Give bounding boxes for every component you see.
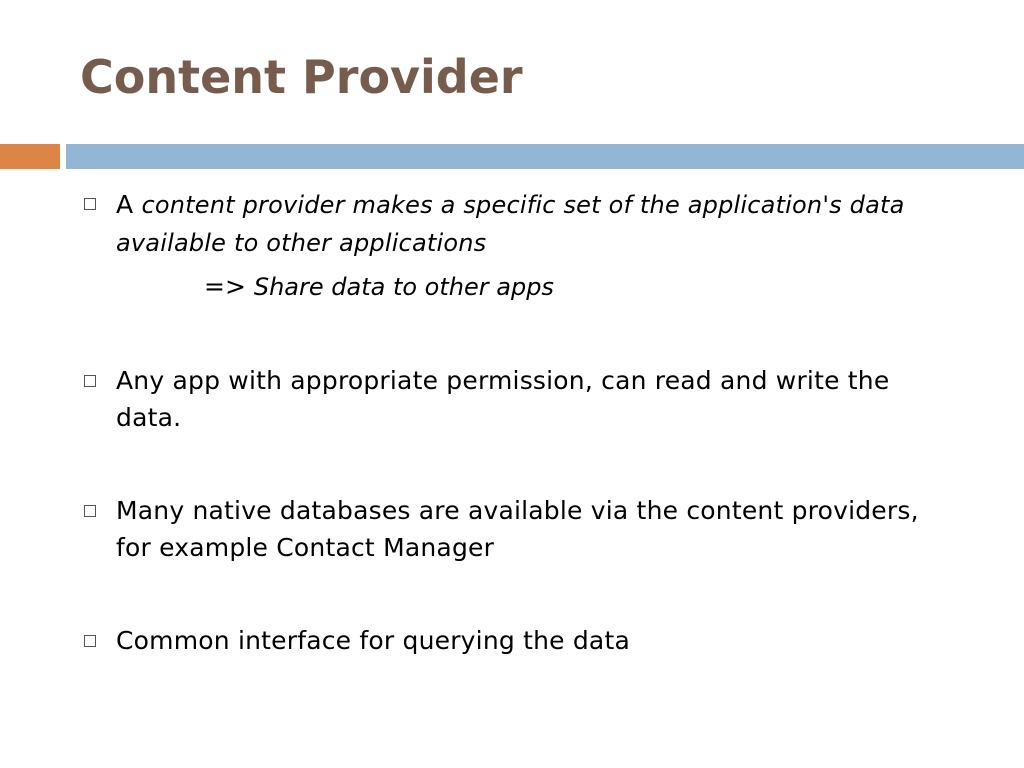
accent-bar-orange xyxy=(0,144,60,169)
hollow-square-icon xyxy=(84,635,96,647)
share-data-subline xyxy=(204,268,554,306)
slide-title: Content Provider xyxy=(80,50,523,104)
bullet-item-common-interface xyxy=(80,622,960,659)
bullet-italic-text: content provider makes a specific set of the application's data available to other applications xyxy=(116,191,905,257)
bullet-text: Any app with appropriate permission, can read and write the data. xyxy=(116,366,890,432)
bullet-text: Many native databases are available via the content providers, for example Contact Manager xyxy=(116,496,919,562)
subline-text: Share data to other apps xyxy=(253,273,554,301)
bullet-text: Common interface for querying the data xyxy=(116,626,630,655)
bullet-text xyxy=(116,186,960,262)
bullet-item-native-databases xyxy=(80,492,960,566)
bullet-lead: A xyxy=(116,190,134,219)
bullet-item-content-provider xyxy=(80,186,960,262)
bullet-item-permission xyxy=(80,362,960,436)
hollow-square-icon xyxy=(84,375,96,387)
accent-bar-blue xyxy=(66,144,1024,169)
hollow-square-icon xyxy=(84,505,96,517)
hollow-square-icon xyxy=(84,198,96,210)
arrow-symbol: => xyxy=(204,272,246,301)
